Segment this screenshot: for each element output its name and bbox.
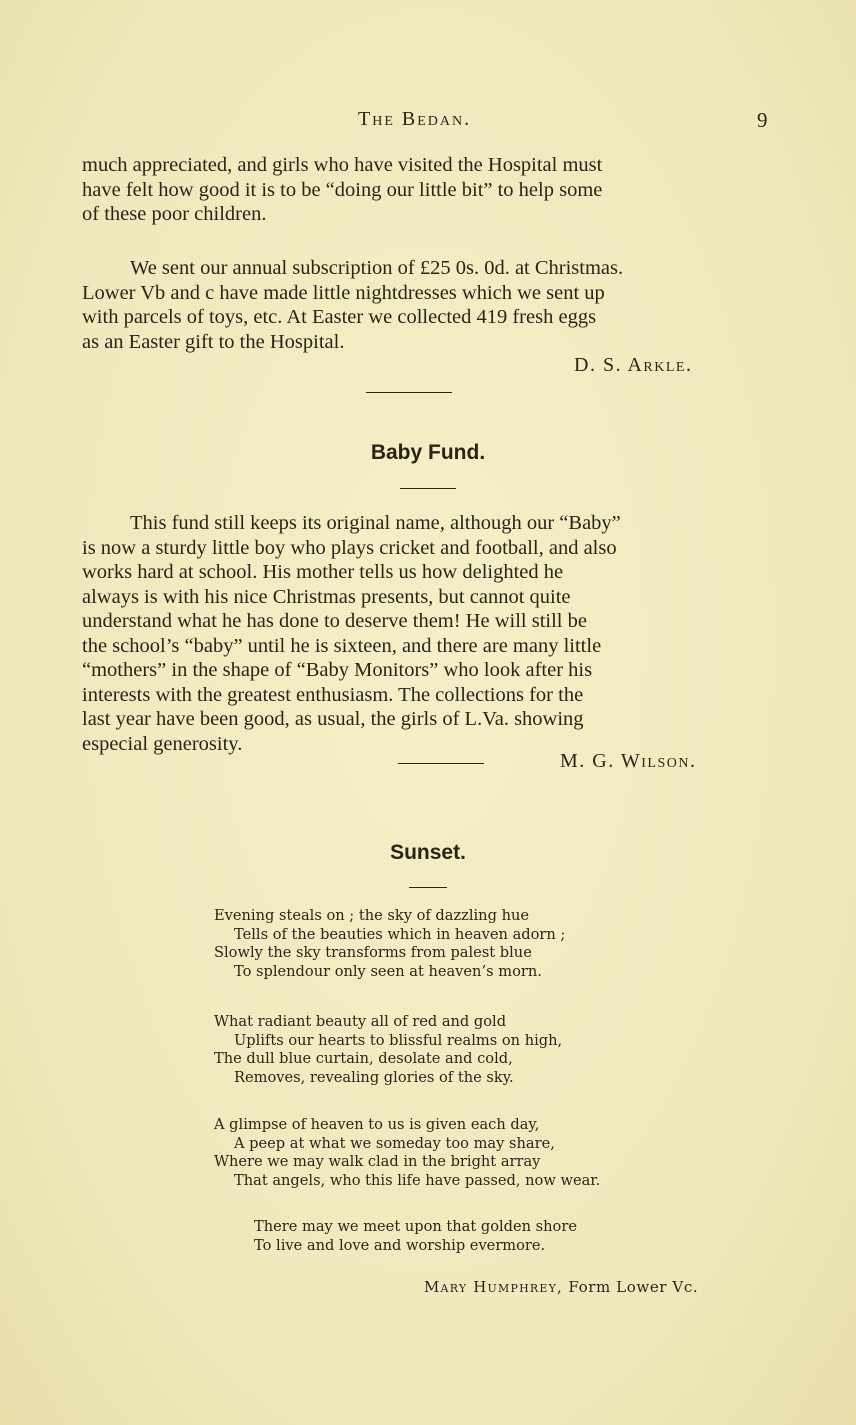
- poem-line: To splendour only seen at heaven’s morn.: [234, 963, 542, 981]
- poem-line: Tells of the beauties which in heaven adorn ;: [234, 925, 566, 943]
- text-line: last year have been good, as usual, the girls of L.Va. showing: [82, 708, 584, 730]
- hospital-paragraph-1: [82, 153, 772, 227]
- poem-stanza-2: [214, 1013, 674, 1088]
- running-head: [0, 108, 856, 138]
- baby-fund-signature: M. G. Wilson.: [560, 750, 697, 772]
- text-line: much appreciated, and girls who have visited the Hospital must: [82, 154, 603, 176]
- text-line: with parcels of toys, etc. At Easter we collected 419 fresh eggs: [82, 306, 597, 328]
- text-line: as an Easter gift to the Hospital.: [82, 330, 345, 353]
- hospital-paragraph-2: [82, 256, 772, 354]
- text-line: We sent our annual subscription of £25 0s. 0d. at Christmas.: [130, 257, 624, 279]
- text-line: Lower Vb and c have made little nightdresses which we sent up: [82, 281, 605, 304]
- sunset-heading: Sunset.: [390, 841, 466, 864]
- running-title: The Bedan.: [358, 108, 472, 130]
- poem-line: There may we meet upon that golden shore: [254, 1218, 577, 1235]
- poem-line: The dull blue curtain, desolate and cold,: [214, 1050, 513, 1068]
- text-line: understand what he has done to deserve them! He will still be: [82, 610, 587, 632]
- heading-rule: [409, 887, 447, 888]
- author-name: Mary Humphrey,: [424, 1278, 564, 1296]
- text-line: always is with his nice Christmas presents, but cannot quite: [82, 585, 571, 608]
- poem-line: To live and love and worship evermore.: [254, 1236, 546, 1254]
- text-line: works hard at school. His mother tells us how delighted he: [82, 561, 564, 583]
- heading-rule: [400, 488, 456, 489]
- poem-line: Where we may walk clad in the bright array: [214, 1153, 541, 1171]
- poem-line: A glimpse of heaven to us is given each day,: [214, 1116, 540, 1133]
- section-divider: [366, 392, 452, 393]
- text-line: This fund still keeps its original name, although our “Baby”: [130, 512, 621, 534]
- poem-stanza-1: [214, 907, 674, 982]
- poem-line: Removes, revealing glories of the sky.: [234, 1069, 514, 1087]
- text-line: interests with the greatest enthusiasm. The collections for the: [82, 683, 584, 706]
- author-form: Form Lower Vc.: [568, 1278, 699, 1296]
- poem-line: Slowly the sky transforms from palest blue: [214, 944, 532, 962]
- poem-line: Evening steals on ; the sky of dazzling hue: [214, 907, 529, 924]
- poem-stanza-3: [214, 1116, 674, 1191]
- poem-line: A peep at what we someday too may share,: [234, 1134, 555, 1152]
- text-line: the school’s “baby” until he is sixteen, and there are many little: [82, 634, 602, 657]
- text-line: of these poor children.: [82, 203, 267, 225]
- poem-line: What radiant beauty all of red and gold: [214, 1013, 507, 1030]
- hospital-signature: D. S. Arkle.: [574, 354, 693, 376]
- poem-stanza-4: [214, 1218, 674, 1255]
- text-line: is now a sturdy little boy who plays cricket and football, and also: [82, 536, 617, 559]
- text-line: “mothers” in the shape of “Baby Monitors” who look after his: [82, 659, 593, 681]
- text-line: have felt how good it is to be “doing our little bit” to help some: [82, 178, 603, 201]
- poem-line: Uplifts our hearts to blissful realms on high,: [234, 1031, 563, 1049]
- page-number: 9: [757, 108, 768, 132]
- baby-fund-heading: Baby Fund.: [370, 441, 486, 464]
- poem-author: [424, 1278, 698, 1296]
- section-divider: [398, 763, 484, 764]
- text-line: especial generosity.: [82, 732, 243, 755]
- baby-fund-paragraph: [82, 511, 772, 756]
- poem-line: That angels, who this life have passed, now wear.: [234, 1172, 601, 1190]
